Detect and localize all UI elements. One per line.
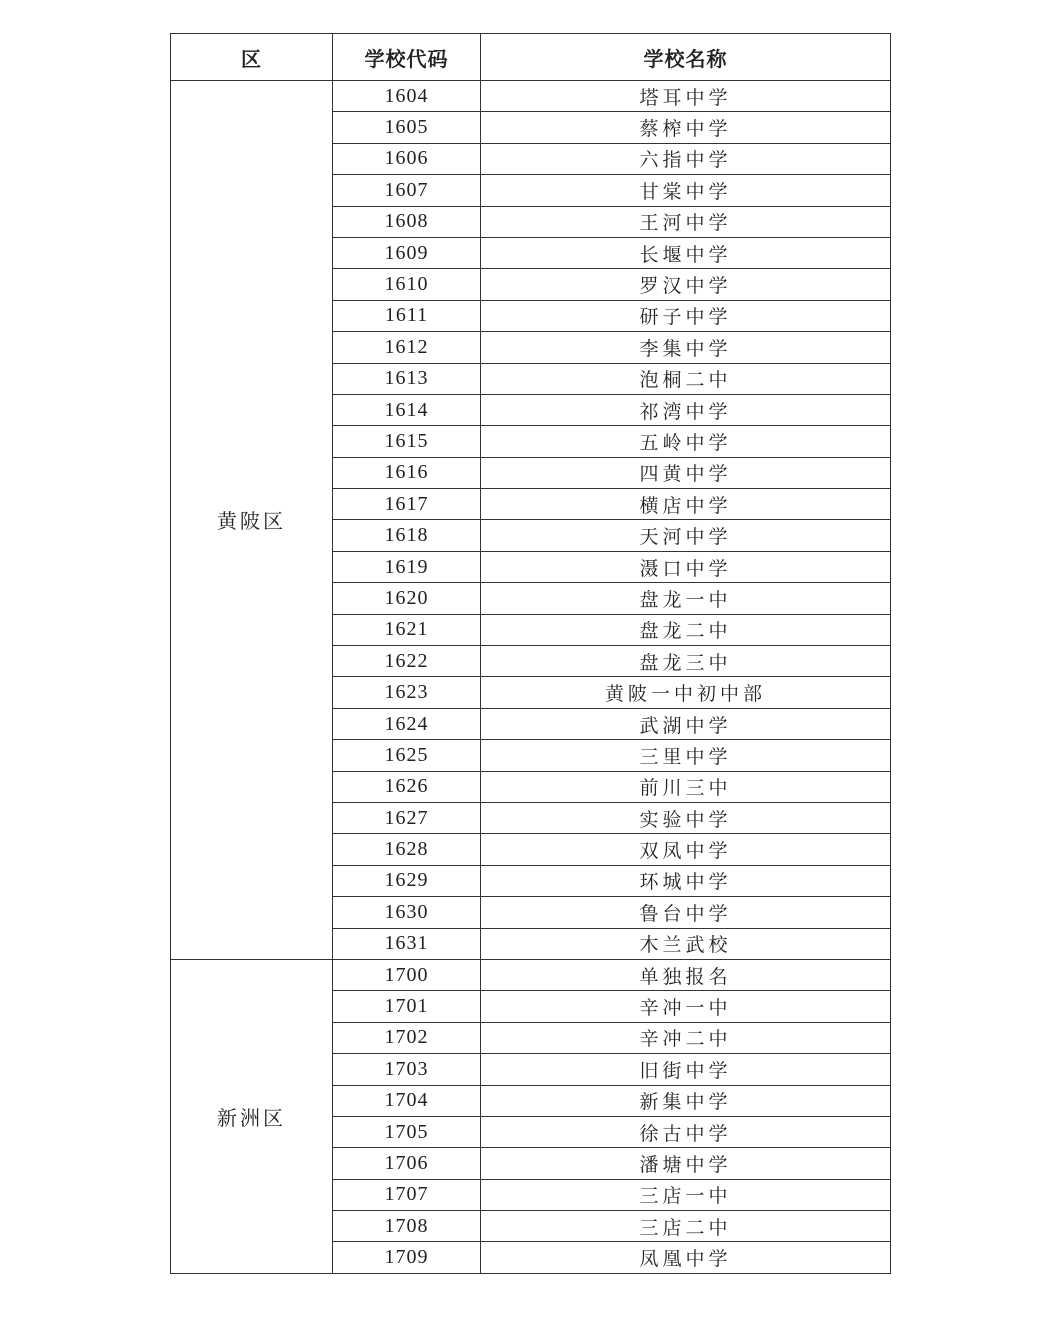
school-code-cell: 1625 (333, 740, 481, 771)
school-code-cell: 1626 (333, 771, 481, 802)
school-code-cell: 1619 (333, 551, 481, 582)
school-name-cell: 旧街中学 (481, 1054, 891, 1085)
school-name-cell: 徐古中学 (481, 1116, 891, 1147)
school-name-cell: 新集中学 (481, 1085, 891, 1116)
school-name-cell: 六指中学 (481, 143, 891, 174)
school-name-cell: 潘塘中学 (481, 1148, 891, 1179)
school-name-cell: 王河中学 (481, 206, 891, 237)
school-code-cell: 1606 (333, 143, 481, 174)
school-code-cell: 1611 (333, 300, 481, 331)
school-name-cell: 罗汉中学 (481, 269, 891, 300)
school-name-cell: 三店一中 (481, 1179, 891, 1210)
school-name-cell: 甘棠中学 (481, 175, 891, 206)
school-code-cell: 1709 (333, 1242, 481, 1273)
school-name-cell: 泡桐二中 (481, 363, 891, 394)
school-code-cell: 1623 (333, 677, 481, 708)
school-name-cell: 蔡榨中学 (481, 112, 891, 143)
school-name-cell: 环城中学 (481, 865, 891, 896)
school-code-cell: 1612 (333, 332, 481, 363)
school-code-cell: 1609 (333, 237, 481, 268)
school-code-cell: 1631 (333, 928, 481, 959)
school-name-cell: 研子中学 (481, 300, 891, 331)
school-code-cell: 1705 (333, 1116, 481, 1147)
school-name-cell: 辛冲一中 (481, 991, 891, 1022)
school-name-cell: 凤凰中学 (481, 1242, 891, 1273)
school-name-cell: 天河中学 (481, 520, 891, 551)
school-name-cell: 盘龙二中 (481, 614, 891, 645)
table-row (171, 81, 891, 112)
school-code-cell: 1701 (333, 991, 481, 1022)
school-name-cell: 实验中学 (481, 802, 891, 833)
school-code-cell: 1604 (333, 81, 481, 112)
school-code-cell: 1629 (333, 865, 481, 896)
school-code-cell: 1700 (333, 959, 481, 990)
school-name-cell: 三店二中 (481, 1211, 891, 1242)
district-cell: 新洲区 (171, 959, 333, 1273)
header-school-code: 学校代码 (333, 34, 481, 81)
school-code-cell: 1703 (333, 1054, 481, 1085)
school-code-cell: 1702 (333, 1022, 481, 1053)
school-code-cell: 1607 (333, 175, 481, 206)
district-cell: 黄陂区 (171, 81, 333, 960)
school-code-cell: 1706 (333, 1148, 481, 1179)
school-code-cell: 1614 (333, 394, 481, 425)
school-code-cell: 1708 (333, 1211, 481, 1242)
school-code-cell: 1615 (333, 426, 481, 457)
school-code-cell: 1624 (333, 708, 481, 739)
header-school-name: 学校名称 (481, 34, 891, 81)
school-code-cell: 1617 (333, 489, 481, 520)
school-code-cell: 1628 (333, 834, 481, 865)
school-code-cell: 1630 (333, 897, 481, 928)
school-code-cell: 1621 (333, 614, 481, 645)
school-code-cell: 1620 (333, 583, 481, 614)
school-name-cell: 盘龙一中 (481, 583, 891, 614)
school-code-cell: 1613 (333, 363, 481, 394)
school-name-cell: 五岭中学 (481, 426, 891, 457)
school-name-cell: 塔耳中学 (481, 81, 891, 112)
school-name-cell: 单独报名 (481, 959, 891, 990)
school-code-cell: 1616 (333, 457, 481, 488)
school-name-cell: 三里中学 (481, 740, 891, 771)
school-name-cell: 黄陂一中初中部 (481, 677, 891, 708)
school-name-cell: 祁湾中学 (481, 394, 891, 425)
school-name-cell: 双凤中学 (481, 834, 891, 865)
table-header-row (171, 34, 891, 81)
school-code-cell: 1707 (333, 1179, 481, 1210)
school-name-cell: 横店中学 (481, 489, 891, 520)
school-code-cell: 1610 (333, 269, 481, 300)
school-code-cell: 1704 (333, 1085, 481, 1116)
school-code-cell: 1618 (333, 520, 481, 551)
school-name-cell: 木兰武校 (481, 928, 891, 959)
school-code-cell: 1605 (333, 112, 481, 143)
school-name-cell: 长堰中学 (481, 237, 891, 268)
school-code-cell: 1608 (333, 206, 481, 237)
school-name-cell: 武湖中学 (481, 708, 891, 739)
header-district: 区 (171, 34, 333, 81)
table-row (171, 959, 891, 990)
school-name-cell: 前川三中 (481, 771, 891, 802)
table-body (171, 81, 891, 1274)
school-name-cell: 鲁台中学 (481, 897, 891, 928)
school-name-cell: 滠口中学 (481, 551, 891, 582)
school-code-cell: 1627 (333, 802, 481, 833)
school-code-table (170, 33, 891, 1274)
school-name-cell: 四黄中学 (481, 457, 891, 488)
school-name-cell: 盘龙三中 (481, 646, 891, 677)
school-name-cell: 辛冲二中 (481, 1022, 891, 1053)
school-code-cell: 1622 (333, 646, 481, 677)
school-name-cell: 李集中学 (481, 332, 891, 363)
